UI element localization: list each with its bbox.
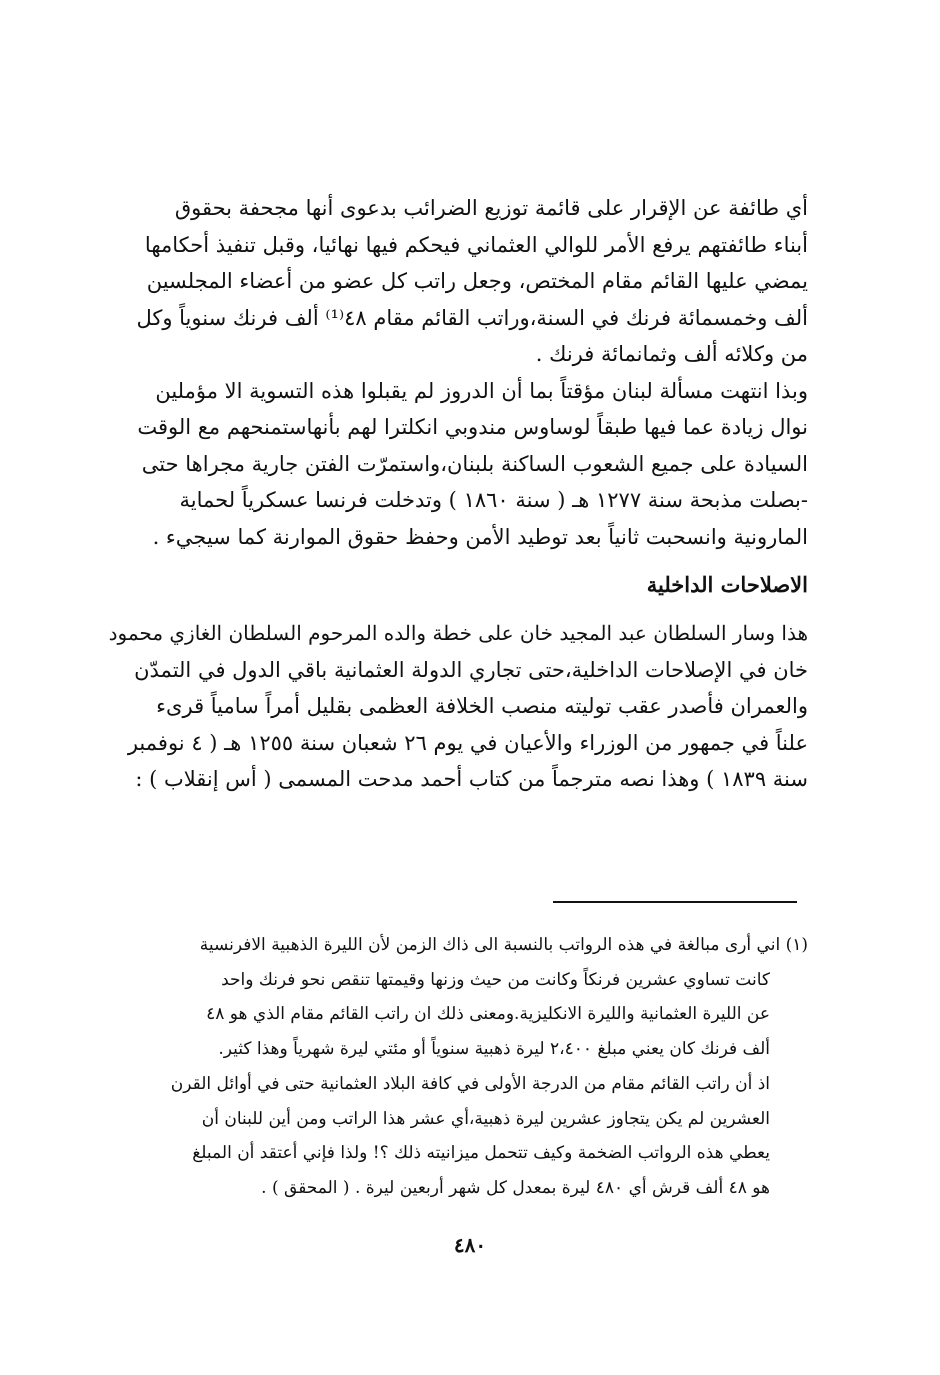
footnote xyxy=(108,928,808,1206)
text-line: المارونية وانسحبت ثانياً بعد توطيد الأمن وحفظ حقوق الموارنة كما سيجيء . xyxy=(152,524,808,549)
paragraph-2 xyxy=(108,373,808,556)
text-line: وبذا انتهت مسألة لبنان مؤقتاً بما أن الدروز لم يقبلوا هذه التسوية الا مؤملين xyxy=(155,378,808,403)
page-number: ٤٨٠ xyxy=(453,1233,487,1257)
text-line: سنة ١٨٣٩ ) وهذا نصه مترجماً من كتاب أحمد مدحت المسمى ( أس إنقلاب ) : xyxy=(135,767,808,791)
text-line: نوال زيادة عما فيها طبقاً لوساوس مندوبي انكلترا لهم بأنهاستمنحهم مع الوقت xyxy=(137,415,808,439)
text-line: خان في الإصلاحات الداخلية،حتى تجاري الدولة العثمانية باقي الدول في التمدّن xyxy=(134,657,808,682)
footnote-line: عن الليرة العثمانية والليرة الانكليزية.ومعنى ذلك ان راتب القائم مقام الذي هو ٤٨ xyxy=(206,1004,770,1025)
text-line: أي طائفة عن الإقرار على قائمة توزيع الضرائب بدعوى أنها مجحفة بحقوق xyxy=(174,196,808,220)
footnote-line: يعطي هذه الرواتب الضخمة وكيف تتحمل ميزانيته ذلك ؟! ولذا فإني أعتقد أن المبلغ xyxy=(192,1143,770,1164)
footnote-line: (١) اني أرى مبالغة في هذه الرواتب بالنسبة الى ذاك الزمن لأن الليرة الذهبية الافرنسية xyxy=(199,935,808,955)
footnote-line: العشرين لم يكن يتجاوز عشرين ليرة ذهبية،أي عشر هذا الراتب ومن أين للبنان أن xyxy=(201,1108,770,1129)
footnote-line: اذ أن راتب القائم مقام من الدرجة الأولى في كافة البلاد العثمانية حتى في أوائل القرن xyxy=(170,1073,770,1094)
footnote-line: كانت تساوي عشرين فرنكاً وكانت من حيث وزنها وقيمتها تنقص نحو فرنك واحد xyxy=(221,969,770,990)
main-text xyxy=(108,190,808,798)
section-heading: الاصلاحات الداخلية xyxy=(646,572,808,597)
footnote-line: هو ٤٨ ألف قرش أي ٤٨٠ ليرة بمعدل كل شهر أربعين ليرة . ( المحقق ) . xyxy=(261,1177,770,1198)
text-line: هذا وسار السلطان عبد المجيد خان على خطة والده المرحوم السلطان الغازي محمود xyxy=(108,621,808,645)
text-line: والعمران فأصدر عقب توليته منصب الخلافة العظمى بقليل أمراً سامياً قرىء xyxy=(156,694,808,718)
paragraph-3 xyxy=(108,615,808,798)
text-line: يمضي عليها القائم مقام المختص، وجعل راتب كل عضو من أعضاء المجلسين xyxy=(146,269,808,293)
text-line: علناً في جمهور من الوزراء والأعيان في يوم ٢٦ شعبان سنة ١٢٥٥ هـ ( ٤ نوفمبر xyxy=(127,730,808,755)
footnote-line: ألف فرنك كان يعني مبلغ ٢،٤٠٠ ليرة ذهبية سنوياً أو مئتي ليرة شهرياً وهذا كثير. xyxy=(218,1039,770,1060)
text-line: أبناء طائفتهم يرفع الأمر للوالي العثماني فيحكم فيها نهائيا، وقبل تنفيذ أحكامها xyxy=(144,232,808,257)
text-line: -بصلت مذبحة سنة ١٢٧٧ هـ ( سنة ١٨٦٠ ) وتدخلت فرنسا عسكرياً لحماية xyxy=(179,488,808,512)
text-line: من وكلائه ألف وثمانمائة فرنك . xyxy=(535,342,808,366)
footnote-separator xyxy=(553,901,797,903)
text-line: السيادة على جميع الشعوب الساكنة بلبنان،واستمرّت الفتن جارية مجراها حتى xyxy=(141,451,808,476)
text-line: ألف وخمسمائة فرنك في السنة،وراتب القائم مقام ٤٨⁽¹⁾ ألف فرنك سنوياً وكل xyxy=(136,305,808,330)
paragraph-1 xyxy=(108,190,808,373)
